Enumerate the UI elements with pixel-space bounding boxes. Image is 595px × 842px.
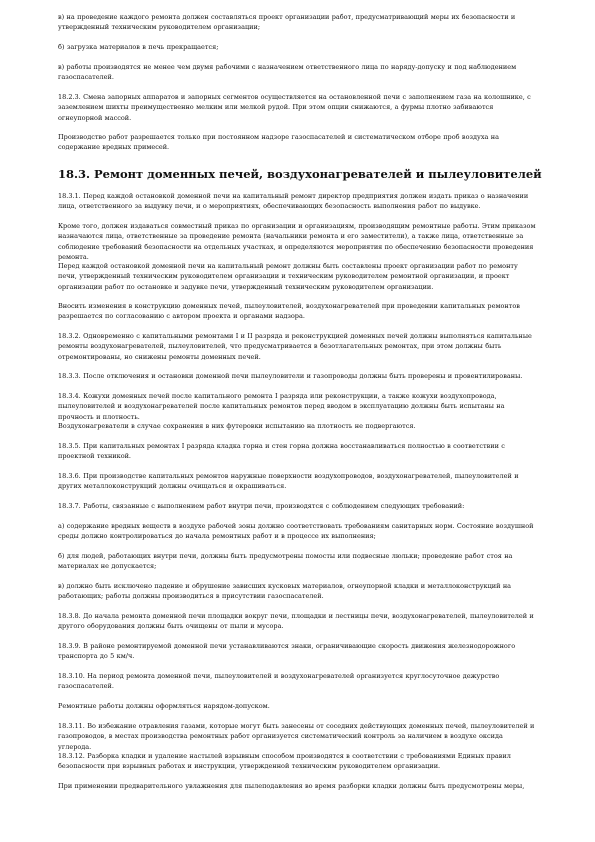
paragraph: 18.3.10. На период ремонта доменной печи, пылеуловителей и воздухонагревателей организуется круглосуточное дежурство газоспасателей. bbox=[58, 672, 500, 691]
section-heading: 18.3. Ремонт доменных печей, воздухонагревателей и пылеуловителей bbox=[58, 167, 542, 181]
paragraph: 18.3.3. После отключения и остановки доменной печи пылеуловители и газопроводы должны быть проверены и провентилированы. bbox=[58, 372, 523, 380]
paragraph: 18.3.5. При капитальных ремонтах I разряда кладка горна и стен горна должна восстанавливаться полностью в соответствии с проектной техникой. bbox=[58, 442, 505, 461]
paragraph: При применении предварительного увлажнения для пылеподавления во время разборки кладки должны быть предусмотрены меры, bbox=[58, 782, 525, 790]
paragraph: в) должно быть исключено падение и обрушение зависших кусковых материалов, огнеупорной кладки и металлоконструкций на работающих; работы должны производиться в присутствии газоспасателей. bbox=[58, 582, 512, 601]
paragraph: 18.2.3. Смена запорных аппаратов и запорных сегментов осуществляется на остановленной печи с заполнением газа на колошнике, с заземлением шихты преимущественно мелким или мелкой рудой. При этом опции снижаются, а фурмы плотно забиваются огнеупорной массой. bbox=[58, 93, 531, 122]
paragraph: а) содержание вредных веществ в воздухе рабочей зоны должно соответствовать требованиям санитарных норм. Состояние воздушной среды должно контролироваться до начала ремонтных работ и в процессе их выполнения; bbox=[58, 522, 534, 541]
paragraph: 18.3.1. Перед каждой остановкой доменной печи на капитальный ремонт директор предприятия должен издать приказ о назначении лица, ответственного за выдувку печи, и о мероприятиях, обеспечивающих безопасность выполнения работ по выдувке. bbox=[58, 192, 529, 211]
paragraph: 18.3.9. В районе ремонтируемой доменной печи устанавливаются знаки, ограничивающие скорость движения железнодорожного транспорта до 5 км/ч. bbox=[58, 642, 516, 661]
paragraph: в) работы производятся не менее чем двумя рабочими с назначением ответственного лица по наряду-допуску и под наблюдением газоспасателей. bbox=[58, 63, 517, 82]
paragraph: 18.3.4. Кожухи доменных печей после капитального ремонта I разряда или реконструкции, а также кожухи воздухопровода, пылеуловителей и воздухонагревателей после капитальных ремонтов перед вводом в эксплуатацию должны быть испытаны на прочность и плотность. bbox=[58, 392, 505, 421]
paragraph: Перед каждой остановкой доменной печи на капитальный ремонт должны быть составлены проект организации работ по ремонту печи, утвержденный техническим руководителем организации и техническим руководителем ремонтной организации, и проект организации работ по остановке и задувке печи, утвержденный техническим руководителем организации. bbox=[58, 262, 518, 291]
paragraph: 18.3.6. При производстве капитальных ремонтов наружные поверхности воздухопроводов, воздухонагревателей, пылеуловителей и других металлоконструкций должны очищаться и окрашиваться. bbox=[58, 472, 519, 491]
paragraph: 18.3.8. До начала ремонта доменной печи площадки вокруг печи, площадки и лестницы печи, воздухонагревателей, пылеуловителей и другого оборудования должны быть очищены от пыли и мусора. bbox=[58, 612, 534, 631]
paragraph: 18.3.12. Разборка кладки и удаление настылей взрывным способом производятся в соответствии с требованиями Единых правил безопасности при взрывных работах и инструкции, утвержденной техническим руководителем организации. bbox=[58, 752, 511, 771]
paragraph: б) для людей, работающих внутри печи, должны быть предусмотрены помосты или подвесные люльки; проведение работ стоя на материалах не допускается; bbox=[58, 552, 513, 571]
paragraph: Вносить изменения в конструкцию доменных печей, пылеуловителей, воздухонагревателей при проведении капитальных ремонтов разрешается по согласованию с автором проекта и органами надзора. bbox=[58, 302, 520, 321]
paragraph: 18.3.7. Работы, связанные с выполнением работ внутри печи, производятся с соблюдением следующих требований: bbox=[58, 502, 465, 510]
paragraph: Кроме того, должен издаваться совместный приказ по организации и организациям, производящим ремонтные работы. Этим приказом назначаются лица, ответственные за проведение ремонта (начальники ремонта и его заместители), а также лица, ответственные за соблюдение требований безопасности на отдельных участках, и определяются мероприятия по обеспечению безопасности проведения ремонта. bbox=[58, 222, 536, 262]
paragraph: 18.3.2. Одновременно с капитальными ремонтами I и II разряда и реконструкцией доменных печей должны выполняться капитальные ремонты воздухонагревателей, пылеуловителей, что предусматривается в безотлагательных ремонтах, при этом должны быть отремонтированы, но снижены ремонты доменных печей. bbox=[58, 332, 532, 361]
paragraph: Воздухонагреватели в случае сохранения в них футеровки испытанию на плотность не подвергаются. bbox=[58, 422, 416, 430]
paragraph: Ремонтные работы должны оформляться нарядом-допуском. bbox=[58, 702, 270, 710]
paragraph: 18.3.11. Во избежание отравления газами, которые могут быть занесены от соседних действующих доменных печей, пылеуловителей и газопроводов, в местах производства ремонтных работ организуется систематический контроль за наличием в воздухе оксида углерода. bbox=[58, 722, 535, 751]
paragraph: б) загрузка материалов в печь прекращается; bbox=[58, 43, 219, 51]
paragraph: в) на проведение каждого ремонта должен составляться проект организации работ, предусматривающий меры их безопасности и утвержденный техническим руководителем организации; bbox=[58, 13, 516, 32]
paragraph: Производство работ разрешается только при постоянном надзоре газоспасателей и систематическом отборе проб воздуха на содержание вредных примесей. bbox=[58, 133, 499, 152]
